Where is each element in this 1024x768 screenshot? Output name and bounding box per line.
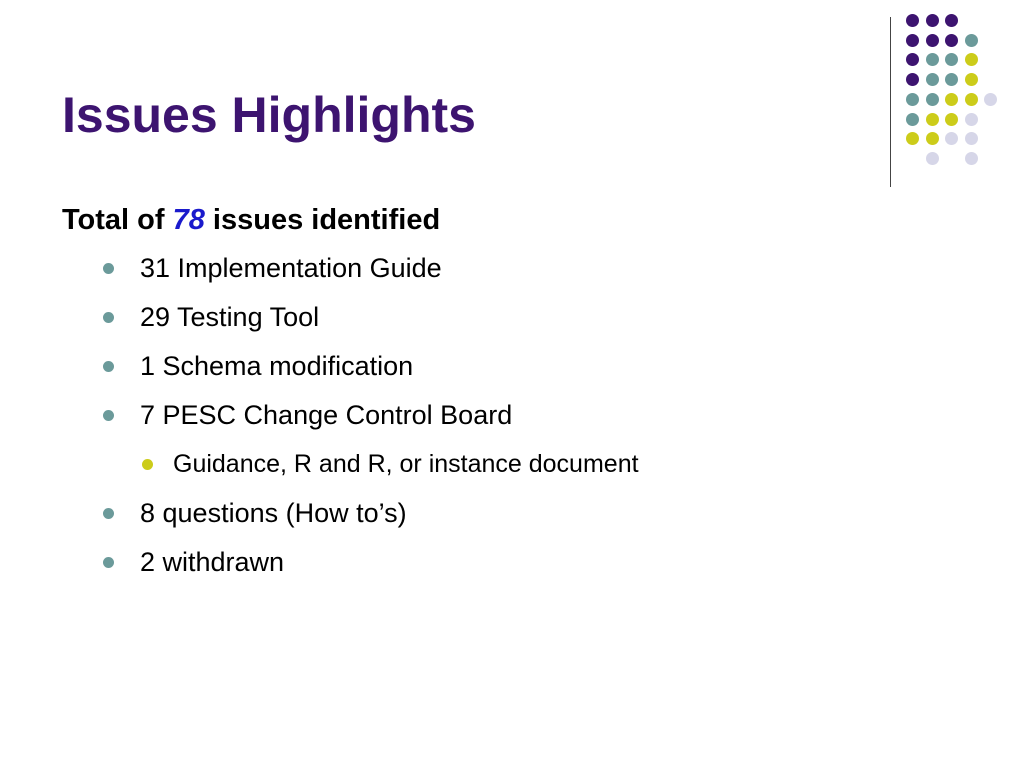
decorative-dot: [965, 152, 978, 165]
decorative-dot: [926, 152, 939, 165]
decorative-dot: [906, 14, 919, 27]
decorative-dot: [906, 132, 919, 145]
bullet-list: [62, 248, 862, 444]
decorative-dot: [906, 93, 919, 106]
decorative-dot: [965, 93, 978, 106]
decorative-dot: [906, 34, 919, 47]
summary-prefix: Total of: [62, 204, 173, 236]
decorative-dot: [926, 14, 939, 27]
bullet-item: 8 questions (How to’s): [62, 493, 862, 542]
decorative-dot: [906, 53, 919, 66]
slide-title: Issues Highlights: [62, 87, 476, 143]
decorative-dot: [945, 73, 958, 86]
decorative-dot: [926, 132, 939, 145]
decorative-dot: [906, 113, 919, 126]
title-divider: [890, 17, 891, 187]
decorative-dot: [926, 93, 939, 106]
bullet-item: 31 Implementation Guide: [62, 248, 862, 297]
decorative-dot: [945, 53, 958, 66]
decorative-dot: [965, 34, 978, 47]
decorative-dot: [945, 132, 958, 145]
decorative-dot-grid: [906, 14, 1016, 184]
decorative-dot: [945, 113, 958, 126]
summary-line: [62, 200, 862, 240]
decorative-dot: [926, 113, 939, 126]
sub-bullet-item: Guidance, R and R, or instance document: [62, 444, 862, 493]
decorative-dot: [965, 53, 978, 66]
decorative-dot: [926, 73, 939, 86]
decorative-dot: [945, 34, 958, 47]
decorative-dot: [965, 132, 978, 145]
slide-body: [62, 200, 862, 591]
bullet-item: 29 Testing Tool: [62, 297, 862, 346]
bullet-item: 1 Schema modification: [62, 346, 862, 395]
bullet-list-continued: [62, 493, 862, 591]
bullet-item: 7 PESC Change Control Board: [62, 395, 862, 444]
decorative-dot: [945, 93, 958, 106]
decorative-dot: [965, 73, 978, 86]
decorative-dot: [945, 14, 958, 27]
decorative-dot: [926, 34, 939, 47]
decorative-dot: [906, 73, 919, 86]
sub-bullet-list: [62, 444, 862, 493]
decorative-dot: [965, 113, 978, 126]
summary-suffix: issues identified: [204, 204, 441, 236]
issue-count: 78: [172, 204, 205, 236]
decorative-dot: [984, 93, 997, 106]
decorative-dot: [926, 53, 939, 66]
bullet-item: 2 withdrawn: [62, 542, 862, 591]
